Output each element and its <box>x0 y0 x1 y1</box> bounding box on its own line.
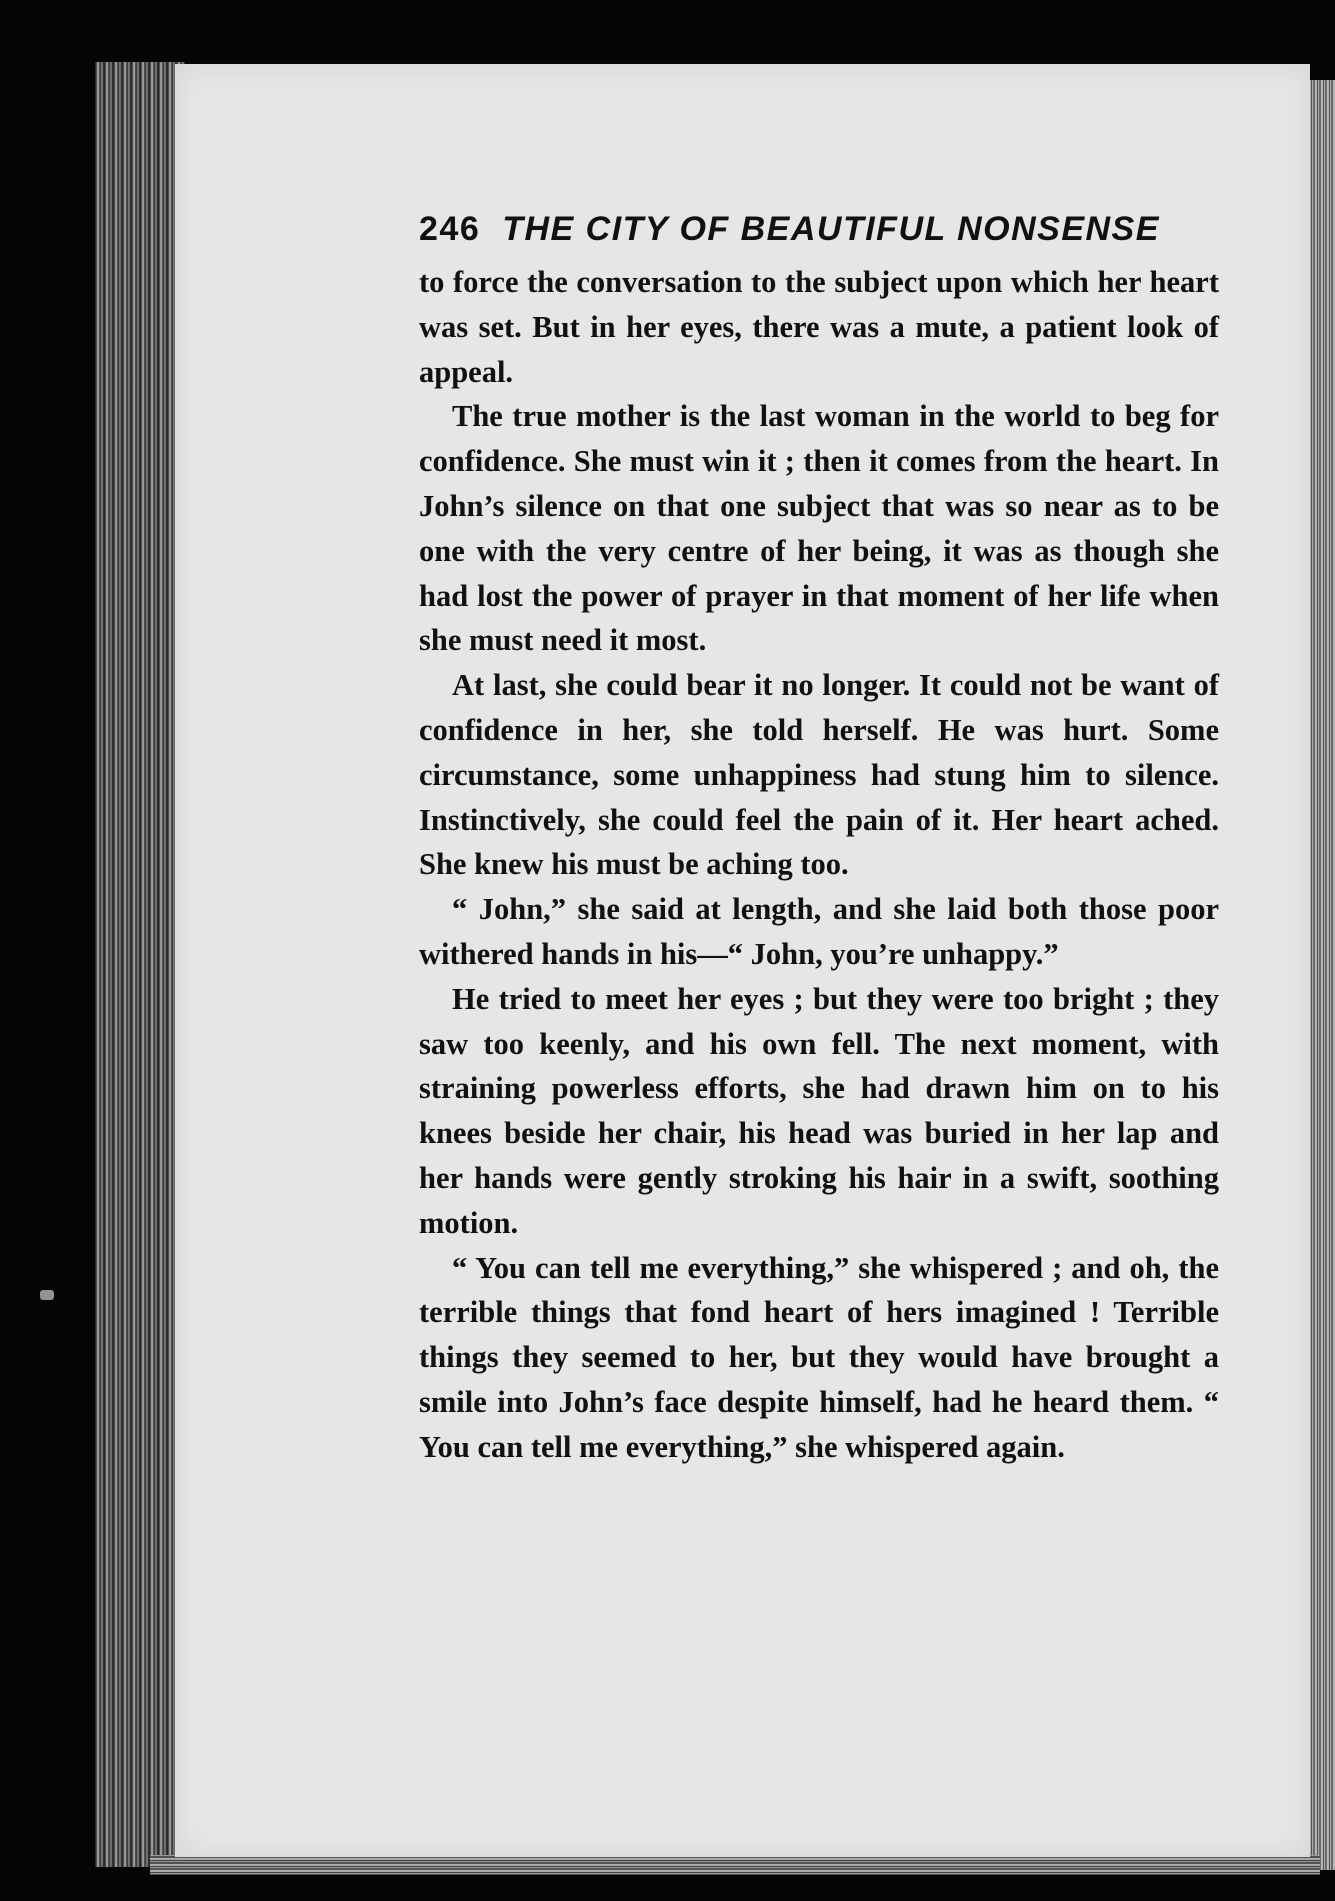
page-number: 246 <box>419 210 481 248</box>
page-content <box>419 210 1219 1470</box>
paragraph: The true mother is the last woman in the world to beg for confidence. She must win it ; then it comes from the heart. In John’s silence on that one subject that was so near as to be one with the very centre of her being, it was as though she had lost the power of prayer in that moment of her life when she must need it most. <box>419 399 1219 658</box>
paragraph: He tried to meet her eyes ; but they were too bright ; they saw too keenly, and his own fell. The next moment, with straining powerless efforts, she had drawn him on to his knees beside her chair, his head was buried in her lap and her hands were gently stroking his hair in a swift, soothing motion. <box>419 981 1219 1240</box>
page-stack-left-edge <box>95 62 185 1867</box>
page-stack-bottom-edge <box>150 1855 1320 1875</box>
paragraph: “ John,” she said at length, and she laid both those poor withered hands in his—“ John, you’re unhappy.” <box>419 892 1219 971</box>
gutter-speck <box>40 1290 54 1300</box>
paragraph: “ You can tell me everything,” she whispered ; and oh, the terrible things that fond heart of hers imagined ! Terrible things they seemed to her, but they would have brought a smile into John’s face despite himself, had he heard them. “ You can tell me everything,” she whispered again. <box>419 1250 1219 1464</box>
paragraph: At last, she could bear it no longer. It could not be want of confidence in her, she told herself. He was hurt. Some circumstance, some unhappiness had stung him to silence. Instinctively, she could feel the pain of it. Her heart ached. She knew his must be aching too. <box>419 668 1219 882</box>
body-text <box>419 260 1219 1470</box>
running-title: THE CITY OF BEAUTIFUL NONSENSE <box>502 210 1160 248</box>
paragraph: to force the conversation to the subject upon which her heart was set. But in her eyes, there was a mute, a patient look of appeal. <box>419 265 1219 389</box>
running-head <box>419 210 1219 258</box>
